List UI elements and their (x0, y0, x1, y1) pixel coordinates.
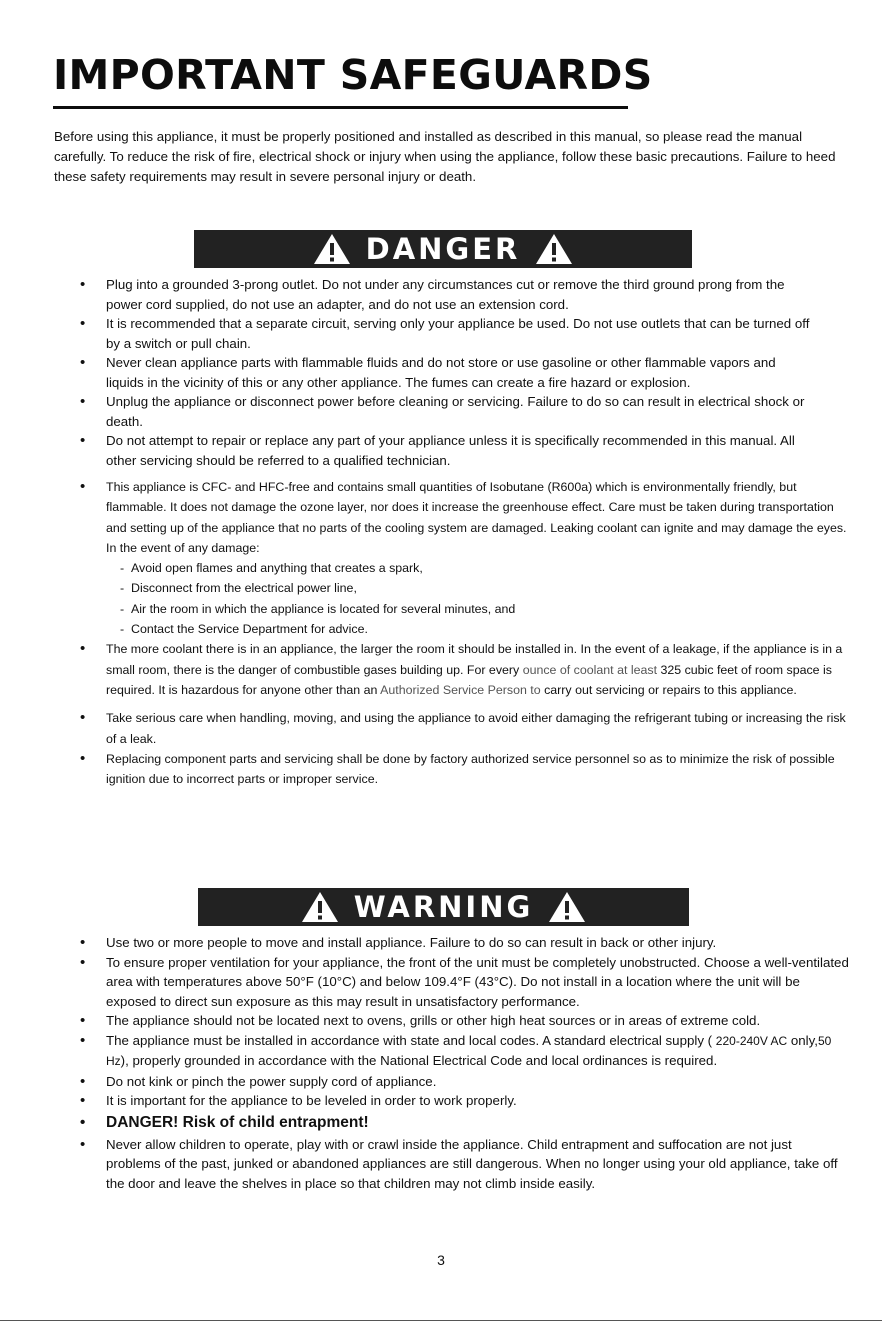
list-item: - Air the room in which the appliance is located for several minutes, and (120, 601, 516, 616)
damage-intro: In the event of any damage: (106, 540, 260, 555)
list-item: - Contact the Service Department for advice. (120, 622, 368, 637)
list-item: • The appliance must be installed in accordance with state and local codes. A standard electrical supply ( 220-240V AC only,50 Hz), properly grounded in accordance with the National Electrical Code and local ordinances is required. (80, 1031, 850, 1072)
list-item: • Never allow children to operate, play with or crawl inside the appliance. Child entrapment and suffocation are not just problems of the past, junked or abandoned appliances are still dangerous. When no longer using your old appliance, take off the door and leave the shelves in place so that children may not climb inside easily. (80, 1135, 850, 1194)
warning-list (80, 933, 850, 1193)
list-item: • Replacing component parts and servicing shall be done by factory authorized service personnel so as to minimize the risk of possible ignition due to incorrect parts or improper service. (80, 749, 852, 790)
warning-banner (198, 888, 689, 926)
list-item: • It is important for the appliance to be leveled in order to work properly. (80, 1091, 850, 1111)
danger-banner-label: DANGER (365, 232, 521, 266)
warning-triangle-icon (312, 232, 352, 266)
list-item: - Disconnect from the electrical power line, (120, 581, 357, 596)
refrigerant-paragraph: This appliance is CFC- and HFC-free and contains small quantities of Isobutane (R600a) which is environmentally friendly, but flammable. It does not damage the ozone layer, nor does it increase the greenhouse effect. Care must be taken during transportation and setting up of the appliance that no parts of the cooling system are damaged. Leaking coolant can ignite and may damage the eyes. (106, 480, 847, 535)
page-number: 3 (437, 1252, 445, 1268)
bottom-divider (0, 1320, 882, 1321)
list-item: • Plug into a grounded 3-prong outlet. Do not under any circumstances cut or remove the third ground prong from the power cord supplied, do not use an adapter, and do not use an extension cord. (80, 275, 810, 314)
refrigerant-list (80, 477, 852, 789)
list-item: • Never clean appliance parts with flammable fluids and do not store or use gasoline or other flammable vapors and liquids in the vicinity of this or any other appliance. The fumes can create a fire hazard or explosion. (80, 353, 810, 392)
list-item (80, 477, 852, 639)
list-item: • Unplug the appliance or disconnect power before cleaning or servicing. Failure to do so can result in electrical shock or death. (80, 392, 810, 431)
list-item: • Do not kink or pinch the power supply cord of appliance. (80, 1072, 850, 1092)
warning-triangle-icon (534, 232, 574, 266)
list-item: • Use two or more people to move and install appliance. Failure to do so can result in back or other injury. (80, 933, 850, 953)
danger-banner (194, 230, 692, 268)
list-item: • The more coolant there is in an appliance, the larger the room it should be installed in. In the event of a leakage, if the appliance is in a small room, there is the danger of combustible gases building up. For every ounce of coolant at least 325 cubic feet of room space is required. It is hazardous for anyone other than an Authorized Service Person to carry out servicing or repairs to this appliance. (80, 639, 852, 700)
warning-triangle-icon (547, 890, 587, 924)
intro-paragraph: Before using this appliance, it must be properly positioned and installed as described in this manual, so please read the manual carefully. To reduce the risk of fire, electrical shock or injury when using the appliance, follow these basic precautions. Failure to heed these safety requirements may result in severe personal injury or death. (54, 129, 836, 184)
danger-list (80, 275, 810, 470)
list-item: • The appliance should not be located next to ovens, grills or other high heat sources or in areas of extreme cold. (80, 1011, 850, 1031)
warning-triangle-icon (300, 890, 340, 924)
damage-steps (106, 558, 852, 639)
entrapment-heading: • DANGER! Risk of child entrapment! (80, 1111, 850, 1135)
list-item: - Avoid open flames and anything that creates a spark, (120, 561, 423, 576)
list-item: • It is recommended that a separate circuit, serving only your appliance be used. Do not use outlets that can be turned off by a switch or pull chain. (80, 314, 810, 353)
page-title: IMPORTANT SAFEGUARDS (53, 51, 653, 99)
title-underline (53, 106, 628, 109)
list-item: • To ensure proper ventilation for your appliance, the front of the unit must be completely unobstructed. Choose a well-ventilated area with temperatures above 50°F (10°C) and below 109.4°F (43°C). Do not install in a location where the unit will be exposed to direct sun exposure as this may result in unsatisfactory performance. (80, 953, 850, 1012)
list-item: • Do not attempt to repair or replace any part of your appliance unless it is specifically recommended in this manual. All other servicing should be referred to a qualified technician. (80, 431, 810, 470)
list-item: • Take serious care when handling, moving, and using the appliance to avoid either damaging the refrigerant tubing or increasing the risk of a leak. (80, 708, 852, 749)
warning-banner-label: WARNING (353, 890, 534, 924)
